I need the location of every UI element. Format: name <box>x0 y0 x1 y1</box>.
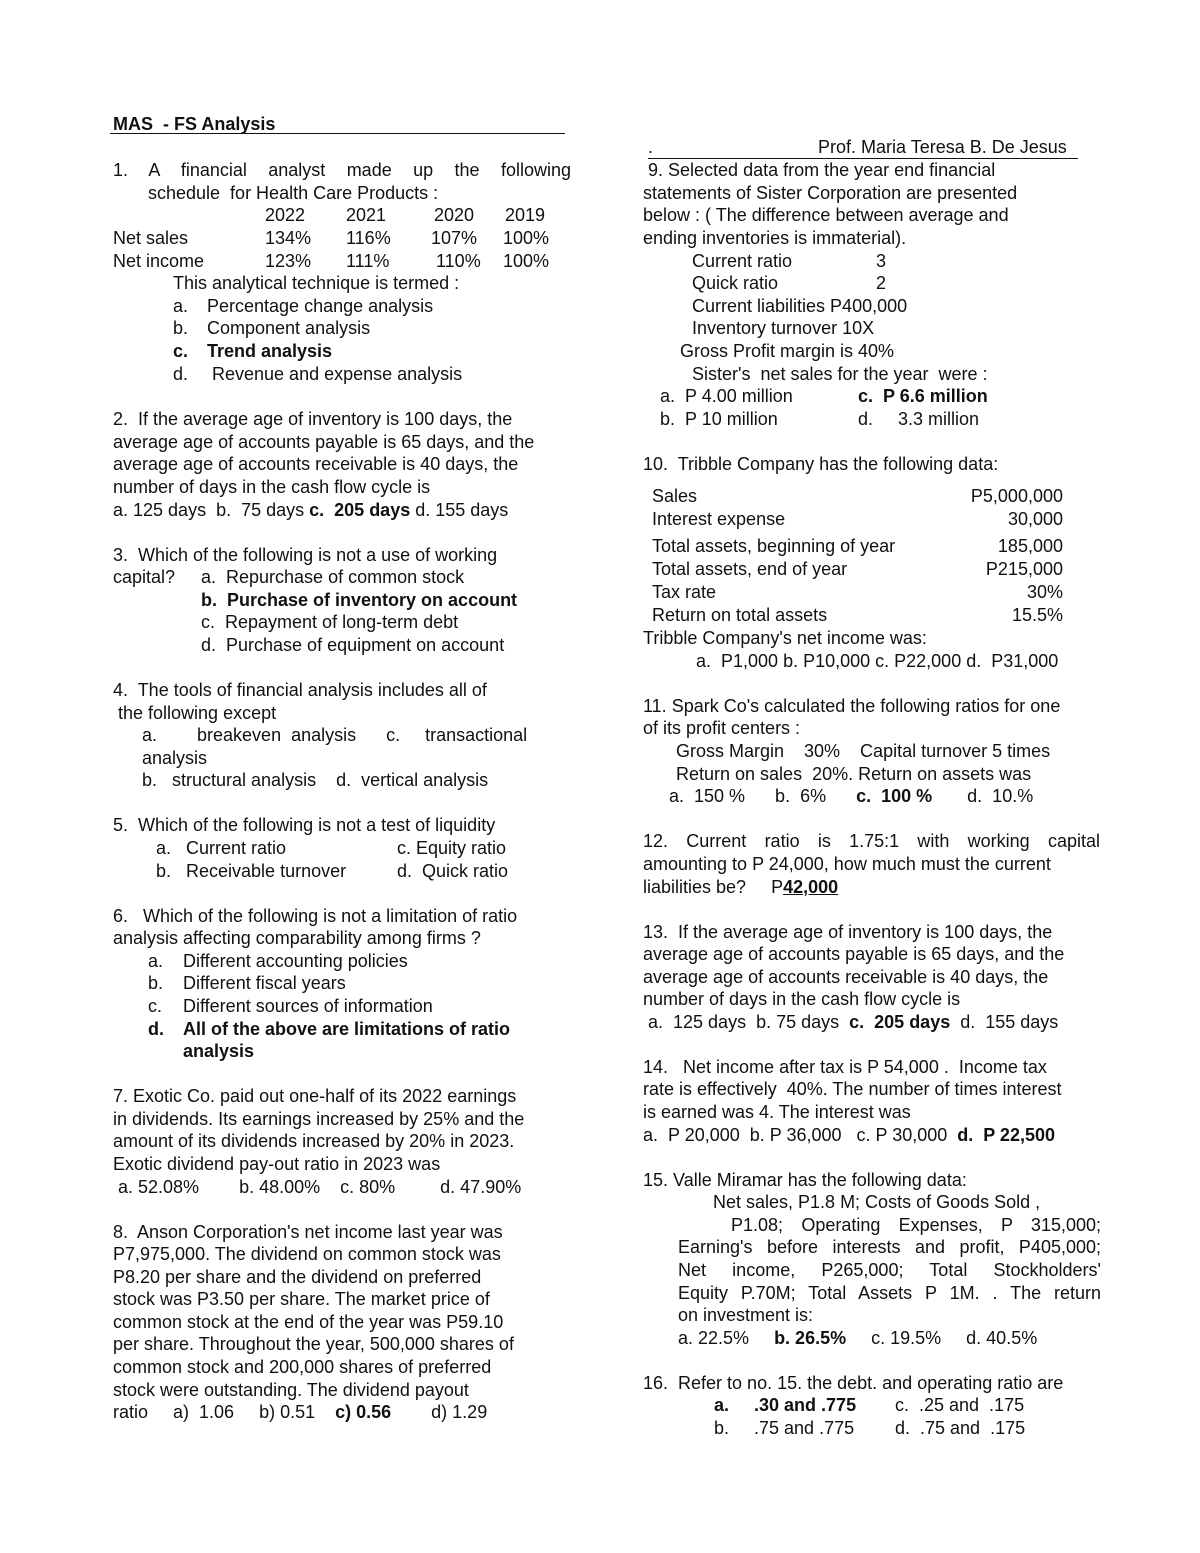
option-letter: c. <box>148 996 163 1016</box>
option-letter: d. <box>148 1019 164 1039</box>
q10-row-value: 30,000 <box>1007 509 1063 529</box>
q14-line: rate is effectively 40%. The number of times interest <box>643 1079 1062 1099</box>
q9-data-value: 3 <box>876 251 887 271</box>
q1-year-2020: 2020 <box>434 205 475 225</box>
option-letter: a. <box>173 296 189 316</box>
q1-cell: 134% <box>265 228 312 248</box>
option-letter: b. <box>173 318 189 338</box>
q15-line4: Earning's before interests and profit, P405,000; <box>678 1237 1101 1257</box>
option-text: d. .75 and .175 <box>895 1418 1026 1438</box>
q9-data-label: Quick ratio <box>692 273 779 293</box>
q8-line: per share. Throughout the year, 500,000 shares of <box>113 1334 514 1354</box>
q10-row-value: 15.5% <box>1011 605 1063 625</box>
q15-line5: Net income, P265,000; Total Stockholders' <box>678 1260 1101 1280</box>
q15-options: a. 22.5% b. 26.5% c. 19.5% d. 40.5% <box>678 1328 1038 1348</box>
q1-year-2021: 2021 <box>346 205 387 225</box>
option-text: b. Receivable turnover <box>156 861 347 881</box>
q10-row-label: Total assets, end of year <box>652 559 848 579</box>
q1-cell: 100% <box>503 228 550 248</box>
option-text: Different fiscal years <box>183 973 346 993</box>
q1-cell: 110% <box>436 251 481 271</box>
option-text: a. Current ratio <box>156 838 287 858</box>
q10-row-label: Sales <box>652 486 698 506</box>
q10-line1: 10. Tribble Company has the following data: <box>643 454 999 474</box>
option-text: d. 3.3 million <box>858 409 980 429</box>
option-letter: b. <box>148 973 164 993</box>
q8-line: common stock at the end of the year was P59.10 <box>113 1312 504 1332</box>
answer-option: c) 0.56 <box>335 1402 392 1422</box>
q11-line2: of its profit centers : <box>643 718 801 738</box>
q14-line: 14. Net income after tax is P 54,000 . Income tax <box>643 1057 1047 1077</box>
q5-line1: 5. Which of the following is not a test of liquidity <box>113 815 496 835</box>
answer-option: c. 205 days <box>849 1012 951 1032</box>
option-text: c. Repayment of long-term debt <box>201 612 459 632</box>
q3-line2: capital? <box>113 567 176 587</box>
q10-row-value: P5,000,000 <box>970 486 1063 506</box>
q4-line3: a. breakeven analysis c. transactional <box>142 725 528 745</box>
answer-option-cont: analysis <box>183 1041 255 1061</box>
answer-option: c. 100 % <box>856 786 933 806</box>
q11-line4: Return on sales 20%. Return on assets was <box>676 764 1032 784</box>
answer-option: b. Purchase of inventory on account <box>201 590 518 610</box>
q9-inventory-turnover: Inventory turnover 10X <box>692 318 875 338</box>
q10-row-label: Return on total assets <box>652 605 828 625</box>
q15-line3: P1.08; Operating Expenses, P 315,000; <box>731 1215 1101 1235</box>
q15-line1: 15. Valle Miramar has the following data: <box>643 1170 967 1190</box>
option-text: b. P 10 million <box>660 409 778 429</box>
q13-options: a. 125 days b. 75 days c. 205 days d. 155 days <box>643 1012 1059 1032</box>
option-letter: d. <box>173 364 189 384</box>
q11-line3: Gross Margin 30% Capital turnover 5 times <box>676 741 1051 761</box>
q1-cell: 123% <box>265 251 312 271</box>
q15-line7: on investment is: <box>678 1305 814 1325</box>
q2-line: average age of accounts receivable is 40 days, the <box>113 454 519 474</box>
q9-line: 9. Selected data from the year end financial <box>643 160 996 180</box>
option-text: Different sources of information <box>183 996 433 1016</box>
option-text: Revenue and expense analysis <box>207 364 463 384</box>
q4-line2: the following except <box>113 703 277 723</box>
q1-cell: 107% <box>431 228 478 248</box>
answer-option: c. P 6.6 million <box>858 386 988 406</box>
q7-line: 7. Exotic Co. paid out one-half of its 2022 earnings <box>113 1086 517 1106</box>
q2-options: a. 125 days b. 75 days c. 205 days d. 155 days <box>113 500 509 520</box>
q15-line2: Net sales, P1.8 M; Costs of Goods Sold , <box>713 1192 1041 1212</box>
option-text: a. P 4.00 million <box>660 386 793 406</box>
answer-option: d. P 22,500 <box>957 1125 1055 1145</box>
answer-option: c. 205 days <box>309 500 411 520</box>
q7-line: amount of its dividends increased by 20% in 2023. <box>113 1131 515 1151</box>
q1-line2: schedule for Health Care Products : <box>148 183 439 203</box>
prof-dot: . <box>648 137 654 157</box>
q1-row-label: Net income <box>113 251 205 271</box>
q10-row-value: 30% <box>1026 582 1063 602</box>
q7-line: Exotic dividend pay-out ratio in 2023 was <box>113 1154 441 1174</box>
q4-line5: b. structural analysis d. vertical analysis <box>142 770 489 790</box>
q1-cell: 116% <box>346 228 391 248</box>
q16-line1: 16. Refer to no. 15. the debt. and operating ratio are <box>643 1373 1064 1393</box>
q7-options: a. 52.08% b. 48.00% c. 80% d. 47.90% <box>113 1177 522 1197</box>
q10-row-label: Total assets, beginning of year <box>652 536 896 556</box>
q8-line: P8.20 per share and the dividend on preferred <box>113 1267 482 1287</box>
q6-line2: analysis affecting comparability among firms ? <box>113 928 481 948</box>
q2-line: number of days in the cash flow cycle is <box>113 477 431 497</box>
q8-line: common stock and 200,000 shares of preferred <box>113 1357 492 1377</box>
option-text: Different accounting policies <box>183 951 408 971</box>
q4-line4: analysis <box>142 748 208 768</box>
q14-options: a. P 20,000 b. P 36,000 c. P 30,000 d. P 22,500 <box>643 1125 1055 1145</box>
q11-line1: 11. Spark Co's calculated the following ratios for one <box>643 696 1061 716</box>
q13-line: 13. If the average age of inventory is 100 days, the <box>643 922 1053 942</box>
q9-data-label: Current ratio <box>692 251 793 271</box>
q8-line: stock was P3.50 per share. The market price of <box>113 1289 490 1309</box>
q10-row-value: P215,000 <box>985 559 1063 579</box>
q2-line: average age of accounts payable is 65 days, and the <box>113 432 535 452</box>
q12-line2: amounting to P 24,000, how much must the current <box>643 854 1051 874</box>
q4-line1: 4. The tools of financial analysis includes all of <box>113 680 487 700</box>
q1-year-2022: 2022 <box>265 205 306 225</box>
q13-line: average age of accounts payable is 65 days, and the <box>643 944 1065 964</box>
answer-value: 42,000 <box>783 877 839 897</box>
q15-line6: Equity P.70M; Total Assets P 1M. . The return <box>678 1283 1101 1303</box>
q8-line: P7,975,000. The dividend on common stock was <box>113 1244 501 1264</box>
option-letter: a. <box>148 951 164 971</box>
q10-stem: Tribble Company's net income was: <box>643 628 927 648</box>
q9-line: ending inventories is immaterial). <box>643 228 907 248</box>
q10-row-value: 185,000 <box>997 536 1063 556</box>
answer-option: Trend analysis <box>207 341 333 361</box>
q9-gross-profit: Gross Profit margin is 40% <box>680 341 895 361</box>
prof-name: Prof. Maria Teresa B. De Jesus <box>818 137 1067 157</box>
q1-year-2019: 2019 <box>505 205 546 225</box>
q11-options: a. 150 % b. 6% c. 100 % d. 10.% <box>669 786 1034 806</box>
option-text: Component analysis <box>207 318 371 338</box>
q10-options: a. P1,000 b. P10,000 c. P22,000 d. P31,000 <box>696 651 1059 671</box>
q1-row-label: Net sales <box>113 228 189 248</box>
q12-line1: 12. Current ratio is 1.75:1 with working capital <box>643 831 1100 851</box>
q1-stem: This analytical technique is termed : <box>173 273 460 293</box>
answer-option: All of the above are limitations of ratio <box>183 1019 511 1039</box>
title-underline <box>110 113 565 134</box>
option-text: d. Purchase of equipment on account <box>201 635 505 655</box>
q9-line: below : ( The difference between average and <box>643 205 1009 225</box>
option-text: c. .25 and .175 <box>895 1395 1025 1415</box>
option-text: b. .75 and .775 <box>714 1418 855 1438</box>
q7-line: in dividends. Its earnings increased by 25% and the <box>113 1109 525 1129</box>
q9-current-liabilities: Current liabilities P400,000 <box>692 296 908 316</box>
q8-line: stock were outstanding. The dividend payout <box>113 1380 469 1400</box>
doc-title: MAS - FS Analysis <box>113 114 276 134</box>
q8-options: ratio a) 1.06 b) 0.51 c) 0.56 d) 1.29 <box>113 1402 488 1422</box>
option-letter: c. <box>173 341 189 361</box>
q9-line: statements of Sister Corporation are presented <box>643 183 1018 203</box>
option-text: a. Repurchase of common stock <box>201 567 465 587</box>
q13-line: number of days in the cash flow cycle is <box>643 989 961 1009</box>
q9-data-value: 2 <box>876 273 887 293</box>
q9-stem: Sister's net sales for the year were : <box>692 364 988 384</box>
q1-cell: 100% <box>503 251 550 271</box>
q14-line: is earned was 4. The interest was <box>643 1102 911 1122</box>
q10-row-label: Interest expense <box>652 509 786 529</box>
q1-line1: 1. A financial analyst made up the following <box>113 160 571 180</box>
q1-cell: 111% <box>346 251 390 271</box>
answer-option: b. 26.5% <box>774 1328 847 1348</box>
q3-line1: 3. Which of the following is not a use of working <box>113 545 498 565</box>
q2-line: 2. If the average age of inventory is 100 days, the <box>113 409 513 429</box>
q10-row-label: Tax rate <box>652 582 717 602</box>
q13-line: average age of accounts receivable is 40 days, the <box>643 967 1049 987</box>
option-text: Percentage change analysis <box>207 296 434 316</box>
option-text: c. Equity ratio <box>397 838 507 858</box>
q8-line: 8. Anson Corporation's net income last year was <box>113 1222 503 1242</box>
q12-line3: liabilities be? P42,000 <box>643 877 839 897</box>
q6-line1: 6. Which of the following is not a limitation of ratio <box>113 906 518 926</box>
option-text: d. Quick ratio <box>397 861 509 881</box>
answer-option: a. .30 and .775 <box>714 1395 857 1415</box>
